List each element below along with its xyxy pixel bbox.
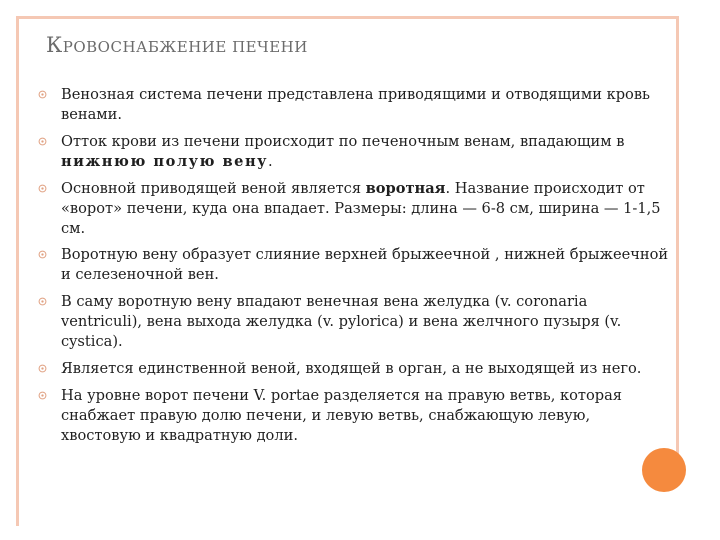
bullet-text-pre: Отток крови из печени происходит по печеночным венам, впадающим в bbox=[61, 133, 625, 150]
bullet-text: На уровне ворот печени V. portae разделяется на правую ветвь, которая снабжает правую долю печени, и левую ветвь, снабжающую левую, хвостовую и квадратную доли. bbox=[61, 387, 622, 444]
bullet-text: Венозная система печени представлена приводящими и отводящими кровь венами. bbox=[61, 86, 650, 123]
bullet-icon bbox=[38, 364, 47, 373]
bullet-icon bbox=[38, 391, 47, 400]
bullet-text-post: . bbox=[267, 153, 273, 170]
bullet-item bbox=[38, 359, 670, 379]
slide-title bbox=[46, 33, 308, 57]
bullet-text-pre: Основной приводящей веной является bbox=[61, 180, 366, 197]
bullet-text: В саму воротную вену впадают венечная вена желудка (v. coronaria ventriculi), вена выхода желудка (v. pylorica) и вена желчного пузыря (v. cystica). bbox=[61, 293, 622, 350]
bullet-icon bbox=[38, 137, 47, 146]
bullet-item bbox=[38, 179, 670, 239]
title-first-letter: К bbox=[46, 33, 63, 57]
frame-line-left bbox=[16, 16, 19, 526]
bullet-text: Воротную вену образует слияние верхней брыжеечной , нижней брыжеечной и селезеночной вен. bbox=[61, 246, 669, 283]
title-rest: РОВОСНАБЖЕНИЕ ПЕЧЕНИ bbox=[62, 38, 308, 56]
bullet-item bbox=[38, 132, 670, 172]
decorative-orange-circle bbox=[642, 448, 686, 492]
bullet-item bbox=[38, 245, 670, 285]
bullet-icon bbox=[38, 297, 47, 306]
bullet-bold-term: воротная bbox=[365, 180, 446, 197]
bullet-item bbox=[38, 386, 670, 446]
bullet-icon bbox=[38, 250, 47, 259]
bullet-text-post: . Название происходит от «ворот» печени, куда она впадает. Размеры: длина — 6-8 см, ширина — 1-1,5 см. bbox=[61, 180, 661, 237]
bullet-text: Является единственной веной, входящей в орган, а не выходящей из него. bbox=[61, 360, 642, 377]
bullet-icon bbox=[38, 90, 47, 99]
frame-line-top bbox=[16, 16, 676, 19]
bullet-icon bbox=[38, 184, 47, 193]
bullet-item bbox=[38, 292, 670, 352]
bullet-item bbox=[38, 85, 670, 125]
bullet-list bbox=[38, 85, 670, 453]
frame-line-right bbox=[676, 16, 679, 462]
bullet-bold-term: нижнюю полую вену bbox=[61, 153, 268, 170]
